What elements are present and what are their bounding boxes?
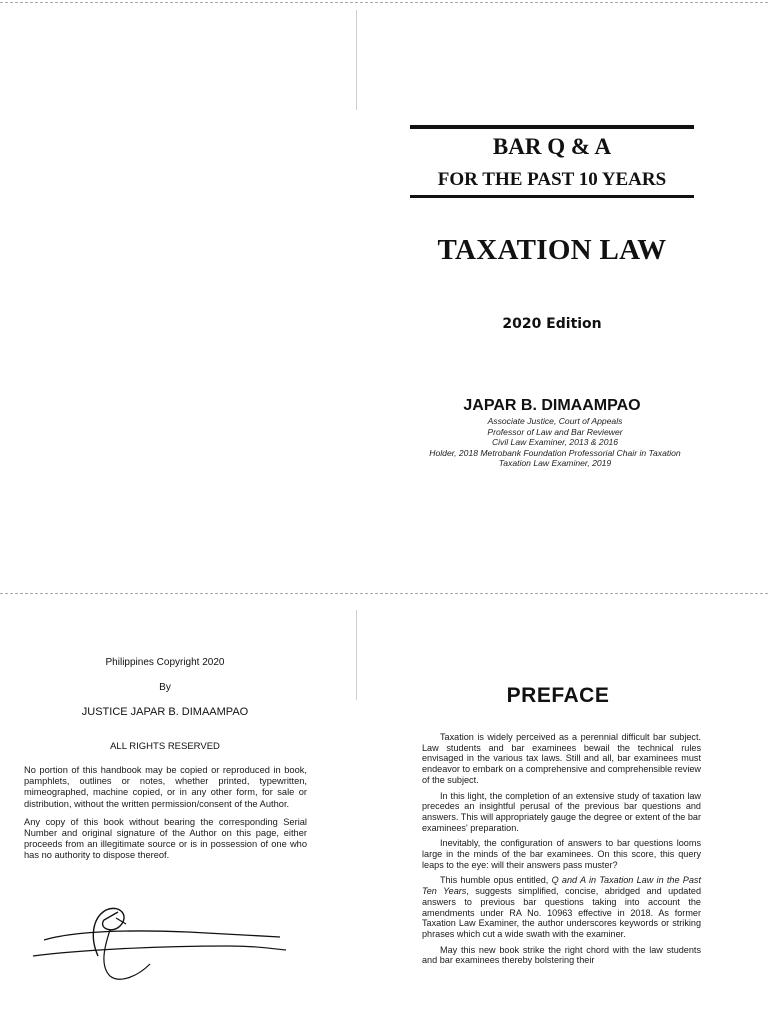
credential-line: Professor of Law and Bar Reviewer	[487, 426, 623, 437]
page-divider	[0, 593, 768, 594]
preface-paragraph: Inevitably, the configuration of answers to bar questions looms large in the minds of the bar examinees. On this score, this query leaps to the eye: will their answers pass muster?	[422, 838, 701, 870]
book-title-ref: Q and A in Taxation Law in the Past Ten Years	[422, 875, 701, 897]
author-name: JAPAR B. DIMAAMPAO	[463, 397, 641, 414]
preface-text: , suggests simplified, concise, abridged and updated answers to previous bar questions taking into account the amendments under RA No. 10963 effective in 2018. As former Taxation Law Examiner, the author underscores keywords or striking phrases which cut a wide swath with the examiner.	[422, 886, 701, 939]
copyright-paragraph: Any copy of this book without bearing the corresponding Serial Number and original signature of the Author on this page, either proceeds from an illegitimate source or is in possession of one who has no authority to dispose thereof.	[24, 816, 307, 861]
gutter-line-top	[356, 10, 357, 110]
credential-line: Associate Justice, Court of Appeals	[487, 416, 623, 426]
author-credentials	[400, 416, 710, 469]
title-line2: FOR THE PAST 10 YEARS	[437, 169, 667, 190]
top-page-edge	[0, 2, 768, 3]
edition: 2020 Edition	[502, 316, 602, 332]
copyright-notice	[24, 765, 307, 869]
copyright-author: JUSTICE JAPAR B. DIMAAMPAO	[81, 706, 249, 718]
author-signature	[18, 890, 298, 990]
credential-line: Taxation Law Examiner, 2019	[498, 458, 612, 469]
title-rule-bottom	[410, 195, 694, 198]
gutter-line-bottom	[356, 610, 357, 700]
preface-body	[422, 732, 701, 971]
rights-reserved: ALL RIGHTS RESERVED	[110, 741, 220, 752]
copyright-line: Philippines Copyright 2020	[105, 657, 225, 668]
preface-paragraph: May this new book strike the right chord with the law students and bar examinees thereby bolstering their	[422, 944, 701, 966]
credential-line: Holder, 2018 Metrobank Foundation Professorial Chair in Taxation	[429, 447, 681, 458]
copyright-paragraph: No portion of this handbook may be copied or reproduced in book, pamphlets, outlines or notes, whether printed, typewritten, mimeographed, machine copied, or in any other form, for sale or distribution, without the written permission/consent of the Author.	[24, 765, 307, 809]
by-line: By	[159, 682, 171, 693]
title-rule-top	[410, 125, 694, 129]
credential-line: Civil Law Examiner, 2013 & 2016	[491, 437, 619, 448]
preface-heading: PREFACE	[506, 684, 610, 707]
preface-paragraph	[422, 875, 701, 939]
title-line1: BAR Q & A	[492, 134, 612, 159]
main-title: TAXATION LAW	[437, 234, 667, 266]
preface-paragraph: Taxation is widely perceived as a perennial difficult bar subject. Law students and bar examinees bewail the technical rules envisaged in the various tax laws. Still and all, bar examinees must endeavor to embark on a comprehensive and comprehensible review of the subject.	[422, 732, 701, 785]
preface-text: This humble opus entitled,	[440, 875, 552, 886]
preface-paragraph: In this light, the completion of an extensive study of taxation law precedes an insightful perusal of the previous bar questions and answers. This will appropriately gauge the degree or extent of the bar examinees' preparation.	[422, 790, 701, 833]
